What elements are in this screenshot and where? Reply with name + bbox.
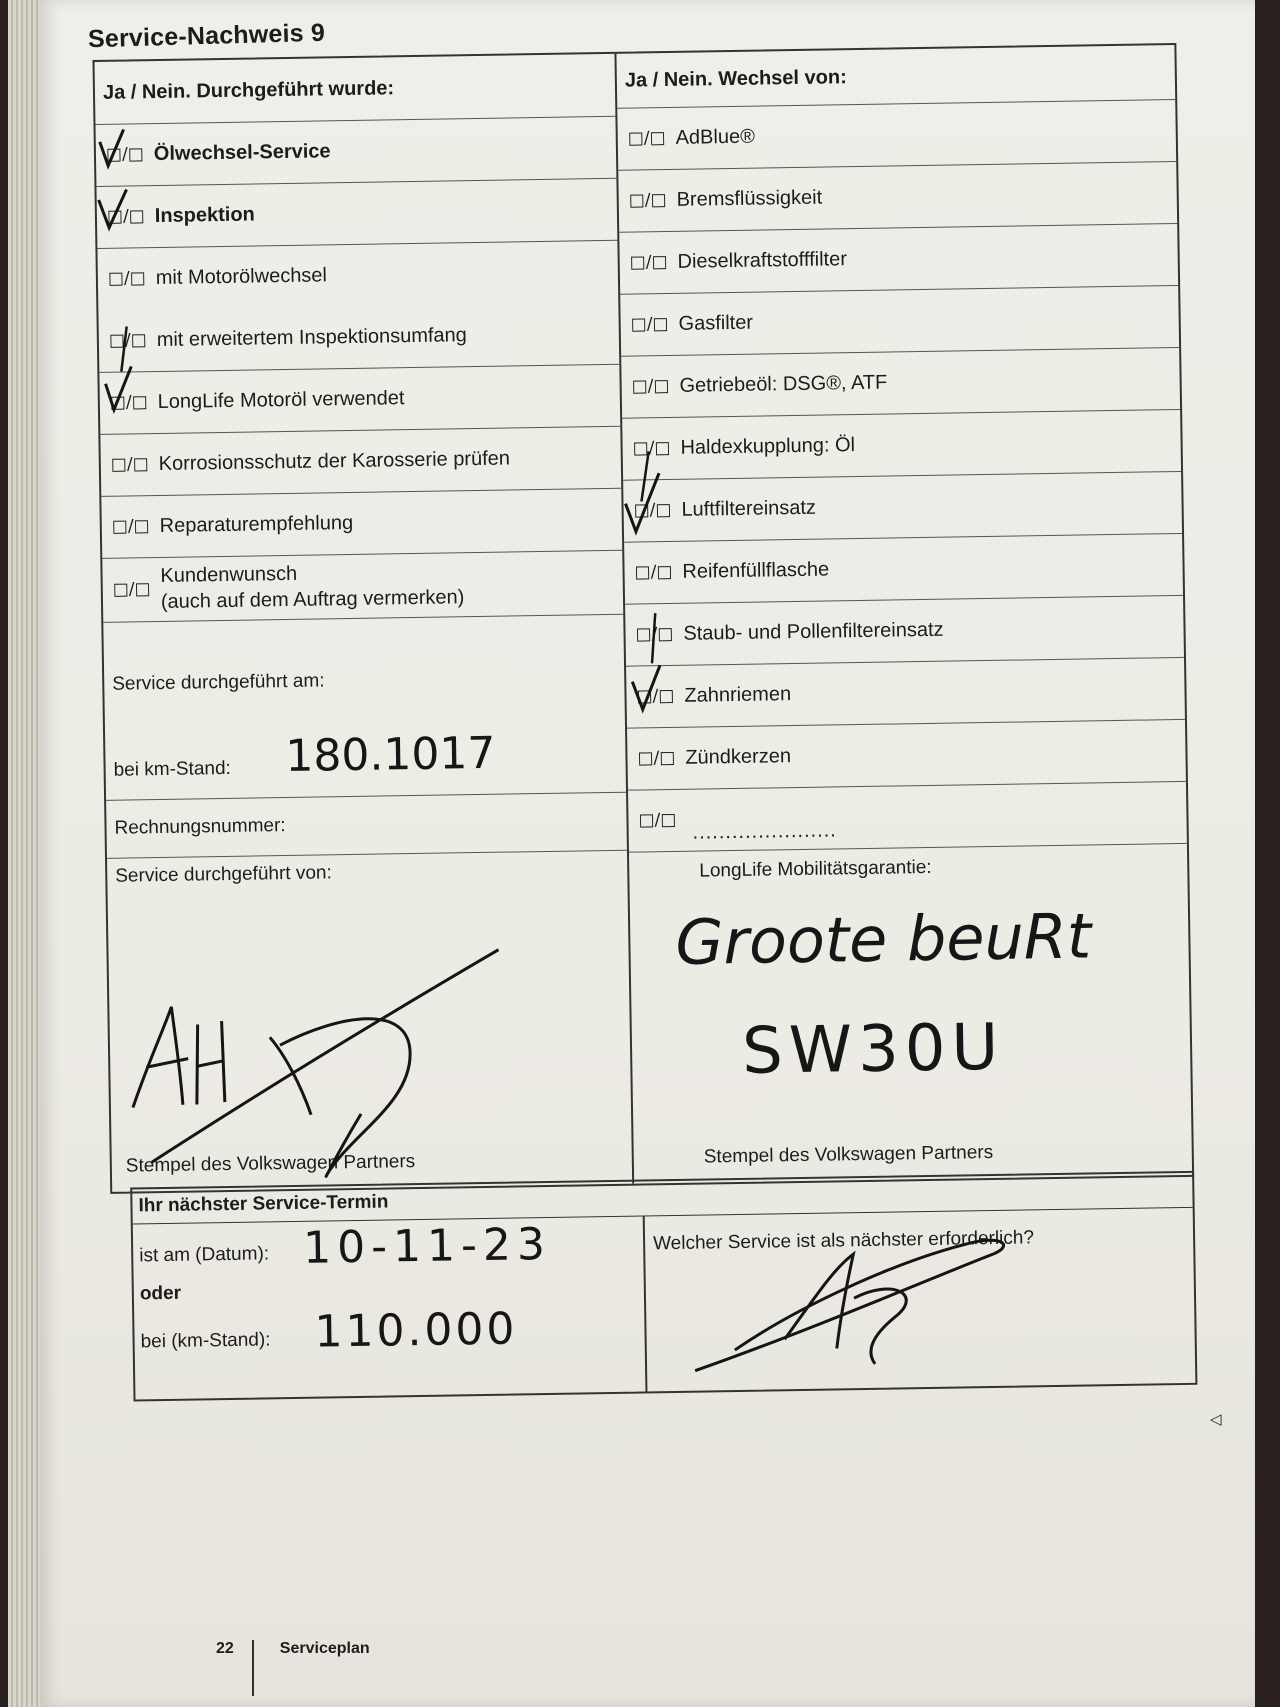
checkbox-pair[interactable]: □/□ — [631, 375, 670, 397]
performed-header-label: Ja / Nein. Durchgeführt wurde: — [102, 76, 395, 104]
handwritten-km-value[interactable]: 180.1017 — [285, 727, 496, 783]
service-record-sheet — [40, 0, 1255, 1707]
longlife-label: LongLife Mobilitätsgarantie: — [699, 856, 932, 882]
item-label: mit erweitertem Inspektionsumfang — [156, 323, 468, 351]
checkbox-pair[interactable]: □/□ — [108, 330, 147, 351]
next-service-box — [130, 1171, 1197, 1402]
item-label: Getriebeöl: DSG®, ATF — [679, 371, 888, 397]
checkbox-pair[interactable]: □/□ — [636, 685, 675, 707]
checkbox-pair[interactable]: □/□ — [628, 189, 667, 211]
stamp-label-left: Stempel des Volkswagen Partners — [125, 1151, 416, 1177]
service-grid — [92, 43, 1194, 1194]
blank-fill-line[interactable]: ...................... — [692, 818, 837, 844]
item-label: Staub- und Pollenfiltereinsatz — [683, 618, 944, 645]
item-label: mit Motorölwechsel — [155, 263, 328, 289]
checkbox-pair[interactable]: □/□ — [637, 747, 676, 769]
next-service-question: Welcher Service ist als nächster erforderlich? — [652, 1227, 1035, 1255]
item-label: Reparaturempfehlung — [159, 511, 354, 537]
checkbox-pair[interactable]: □/□ — [111, 516, 150, 537]
check-mark-luftfilter — [625, 473, 660, 532]
checkbox-pair[interactable]: □/□ — [633, 499, 672, 521]
page-title: Service-Nachweis 9 — [87, 18, 326, 54]
item-label: AdBlue® — [675, 125, 756, 149]
checkbox-pair[interactable]: □/□ — [110, 454, 149, 475]
item-label: Zahnriemen — [684, 682, 792, 707]
item-label: Haldexkupplung: Öl — [680, 433, 856, 459]
kundenwunsch-line-2: (auch auf dem Auftrag vermerken) — [160, 586, 465, 613]
item-label: Ölwechsel-Service — [153, 139, 331, 165]
signature-left — [107, 850, 632, 1192]
checkbox-pair[interactable]: □/□ — [109, 392, 148, 413]
checkbox-pair[interactable]: □/□ — [629, 251, 668, 273]
handwritten-note-line-2: SW30U — [741, 1010, 1005, 1089]
stroke-mark-pollenfilter — [651, 613, 656, 663]
signature-next-service — [132, 1173, 1195, 1400]
handwritten-note-line-1: Groote beuRt — [674, 899, 1092, 979]
check-marks — [95, 45, 1187, 862]
item-label: Zündkerzen — [685, 744, 792, 769]
service-date-label: Service durchgeführt am: — [112, 670, 325, 695]
footer-separator — [252, 1640, 254, 1696]
checkbox-pair[interactable]: □/□ — [112, 579, 151, 600]
checkbox-pair[interactable]: □/□ — [107, 268, 146, 289]
checkbox-pair[interactable]: □/□ — [635, 623, 674, 645]
checkbox-pair[interactable]: □/□ — [105, 144, 144, 165]
item-label: Reifenfüllflasche — [682, 557, 830, 583]
handwritten-next-date[interactable]: 10-11-23 — [302, 1218, 552, 1274]
longlife-guarantee-cell — [629, 843, 1192, 1184]
margin-triangle-icon: ◁ — [1210, 1411, 1222, 1428]
item-label: Luftfiltereinsatz — [681, 496, 817, 521]
item-label: LongLife Motoröl verwendet — [157, 386, 405, 413]
checkbox-pair[interactable]: □/□ — [632, 437, 671, 459]
check-mark-longlife — [105, 366, 132, 409]
item-label: Gasfilter — [678, 311, 754, 335]
section-name: Serviceplan — [279, 1640, 370, 1657]
checkbox-pair[interactable]: □/□ — [630, 313, 669, 335]
stamp-label-right: Stempel des Volkswagen Partners — [703, 1141, 994, 1168]
checkbox-pair[interactable]: □/□ — [634, 561, 673, 583]
handwritten-next-km[interactable]: 110.000 — [314, 1303, 518, 1358]
check-mark-inspektion — [99, 189, 128, 227]
item-label: Dieselkraftstofffilter — [677, 247, 848, 273]
item-label: Bremsflüssigkeit — [676, 186, 823, 211]
checkbox-pair[interactable]: □/□ — [106, 206, 145, 227]
performed-by-cell — [107, 850, 632, 1192]
next-date-label: ist am (Datum): — [139, 1243, 270, 1267]
check-mark-oelwechsel — [100, 130, 125, 166]
item-label: Korrosionsschutz der Karosserie prüfen — [158, 446, 511, 475]
invoice-label: Rechnungsnummer: — [114, 815, 286, 839]
replaced-header-label: Ja / Nein. Wechsel von: — [624, 65, 847, 92]
or-label: oder — [139, 1282, 182, 1305]
page-footer — [216, 1640, 370, 1696]
check-mark-zahnriemen — [632, 665, 661, 709]
km-label: bei km-Stand: — [113, 757, 232, 781]
item-label: Inspektion — [154, 202, 255, 227]
checkbox-pair[interactable]: □/□ — [627, 128, 666, 149]
stroke-mark-haldex — [641, 451, 650, 501]
checkbox-pair[interactable]: □/□ — [638, 809, 677, 831]
next-km-label: bei (km-Stand): — [140, 1329, 271, 1353]
kundenwunsch-line-1: Kundenwunsch — [160, 562, 298, 587]
stroke-mark-erweitert — [121, 326, 128, 371]
page-number: 22 — [216, 1640, 234, 1657]
performed-by-label: Service durchgeführt von: — [115, 862, 332, 887]
service-form — [92, 12, 1234, 1449]
next-service-title: Ihr nächster Service-Termin — [132, 1173, 1192, 1225]
